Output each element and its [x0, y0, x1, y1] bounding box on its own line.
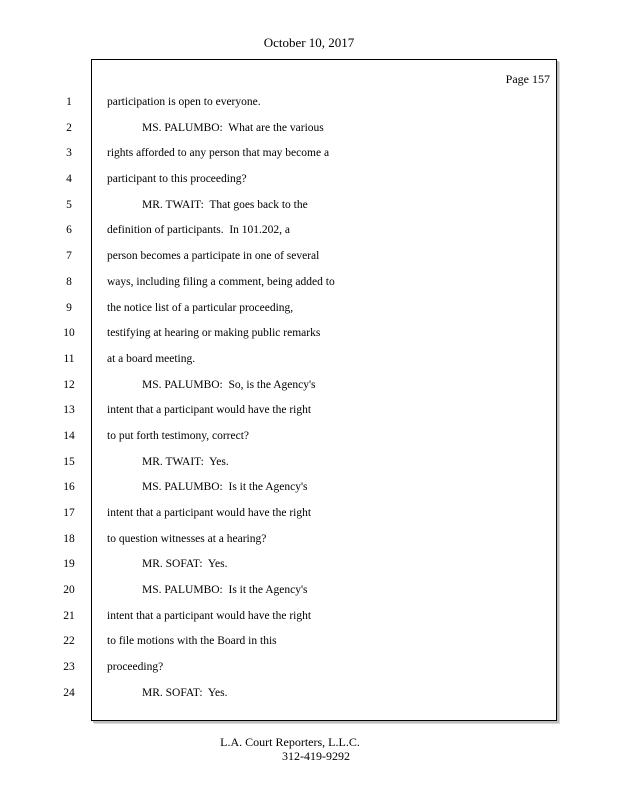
line-number: 2: [66, 121, 72, 134]
transcript-text-column: [107, 94, 547, 711]
line-number: 11: [63, 352, 75, 365]
footer-phone: 312-419-9292: [282, 749, 350, 763]
transcript-line: MS. PALUMBO: What are the various: [142, 121, 324, 134]
transcript-line: ways, including filing a comment, being added to: [107, 275, 335, 288]
line-number: 18: [63, 532, 75, 545]
line-number: 6: [66, 224, 72, 237]
transcript-line: MS. PALUMBO: Is it the Agency's: [142, 481, 308, 494]
transcript-line: participant to this proceeding?: [107, 173, 247, 186]
transcript-line: intent that a participant would have the right: [107, 507, 312, 519]
transcript-line: intent that a participant would have the right: [107, 404, 312, 417]
line-number: 17: [63, 507, 75, 519]
transcript-line: at a board meeting.: [107, 352, 196, 365]
line-number: 13: [63, 404, 75, 417]
line-number: 4: [66, 173, 72, 186]
line-number: 15: [63, 455, 75, 468]
line-number: 22: [63, 635, 75, 648]
line-number: 7: [66, 250, 72, 263]
line-number: 14: [63, 429, 75, 442]
line-number: 10: [63, 327, 75, 340]
header-date: October 10, 2017: [263, 35, 355, 50]
transcript-line: MR. TWAIT: That goes back to the: [142, 198, 308, 211]
line-number: 20: [63, 584, 75, 597]
line-number: 19: [63, 558, 75, 571]
line-number: 12: [63, 378, 75, 391]
line-number: 9: [66, 301, 72, 314]
transcript-line: MR. SOFAT: Yes.: [142, 686, 228, 699]
transcript-line: MS. PALUMBO: Is it the Agency's: [142, 584, 308, 597]
line-number-column: [58, 94, 80, 711]
transcript-line: definition of participants. In 101.202, a: [107, 224, 291, 237]
line-number: 21: [63, 609, 75, 622]
transcript-line: intent that a participant would have the right: [107, 609, 312, 622]
footer-firm-name: L.A. Court Reporters, L.L.C.: [220, 735, 360, 749]
transcript-line: MR. TWAIT: Yes.: [142, 455, 229, 468]
line-number: 3: [66, 147, 72, 160]
transcript-line: proceeding?: [107, 661, 164, 674]
transcript-line: MR. SOFAT: Yes.: [142, 558, 228, 571]
transcript-line: to put forth testimony, correct?: [107, 429, 250, 442]
transcript-line: to question witnesses at a hearing?: [107, 532, 267, 545]
transcript-line: person becomes a participate in one of several: [107, 250, 320, 263]
transcript-line: the notice list of a particular proceeding,: [107, 301, 294, 314]
line-number: 16: [63, 481, 75, 494]
transcript-line: MS. PALUMBO: So, is the Agency's: [142, 378, 316, 391]
line-number: 1: [66, 96, 72, 108]
transcript-line: participation is open to everyone.: [107, 96, 261, 108]
line-number: 8: [66, 275, 72, 288]
transcript-line: to file motions with the Board in this: [107, 635, 277, 648]
line-number: 5: [66, 198, 72, 211]
line-number: 24: [63, 686, 75, 699]
line-number: 23: [63, 661, 75, 674]
transcript-line: testifying at hearing or making public remarks: [107, 327, 321, 340]
page-number: Page 157: [505, 72, 550, 86]
transcript-line: rights afforded to any person that may become a: [107, 147, 330, 160]
